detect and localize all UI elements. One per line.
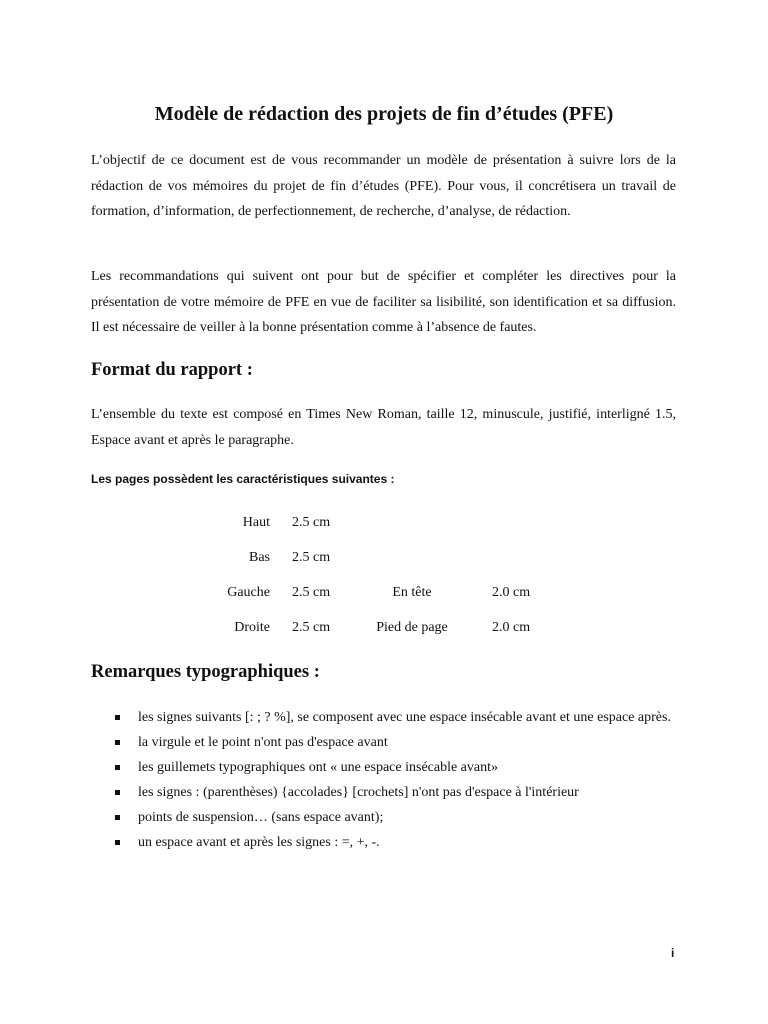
heading-remarques-typographiques: Remarques typographiques : [91,662,320,682]
pages-caption: Les pages possèdent les caractéristiques suivantes : [91,472,395,486]
list-item-text: la virgule et le point n'ont pas d'espace avant [138,735,388,750]
margin-row [210,617,570,652]
document-title: Modèle de rédaction des projets de fin d’études (PFE) [154,103,614,125]
list-item [112,805,677,830]
square-bullet-icon [115,790,120,795]
list-item [112,780,677,805]
list-item-text: les guillemets typographiques ont « une espace insécable avant» [138,760,499,775]
margin-label: Gauche [227,585,270,600]
margin-row [210,582,570,617]
margin-value: 2.5 cm [292,550,331,565]
format-paragraph: L’ensemble du texte est composé en Times New Roman, taille 12, minuscule, justifié, interligné 1.5, Espace avant et après le paragraphe. [91,407,676,448]
header-label: En tête [392,585,432,600]
margin-label: Bas [249,550,270,565]
list-item-text: les signes : (parenthèses) {accolades} [crochets] n'ont pas d'espace à l'intérieur [138,785,579,800]
margin-label: Droite [234,620,270,635]
square-bullet-icon [115,715,120,720]
page-number: i [671,946,675,960]
list-item-text: points de suspension… (sans espace avant); [138,810,384,825]
margin-value: 2.5 cm [292,620,331,635]
footer-value: 2.0 cm [492,620,531,635]
typography-bullet-list [112,705,677,855]
margins-table [210,512,570,652]
margin-label: Haut [242,515,270,530]
list-item [112,730,677,755]
square-bullet-icon [115,740,120,745]
header-value: 2.0 cm [492,585,531,600]
margin-value: 2.5 cm [292,585,331,600]
margin-row [210,512,570,547]
list-item [112,705,677,730]
margin-value: 2.5 cm [292,515,331,530]
footer-label: Pied de page [376,620,448,635]
list-item-text: un espace avant et après les signes : =, +, -. [138,835,380,850]
square-bullet-icon [115,815,120,820]
list-item-text: les signes suivants [: ; ? %], se composent avec une espace insécable avant et une espace après. [138,710,671,725]
intro-paragraph-1: L’objectif de ce document est de vous recommander un modèle de présentation à suivre lors de la rédaction de vos mémoires du projet de fin d’études (PFE). Pour vous, il concrétisera un travail de formation, d’information, de perfectionnement, de recherche, d’analyse, de rédaction. [91,153,676,219]
margin-row [210,547,570,582]
square-bullet-icon [115,765,120,770]
intro-paragraph-2: Les recommandations qui suivent ont pour but de spécifier et compléter les directives pour la présentation de votre mémoire de PFE en vue de faciliter sa lisibilité, son identification et sa diffusion. Il est nécessaire de veiller à la bonne présentation comme à l’absence de fautes. [91,269,676,335]
list-item [112,755,677,780]
list-item [112,830,677,855]
heading-format-du-rapport: Format du rapport : [91,360,253,380]
square-bullet-icon [115,840,120,845]
